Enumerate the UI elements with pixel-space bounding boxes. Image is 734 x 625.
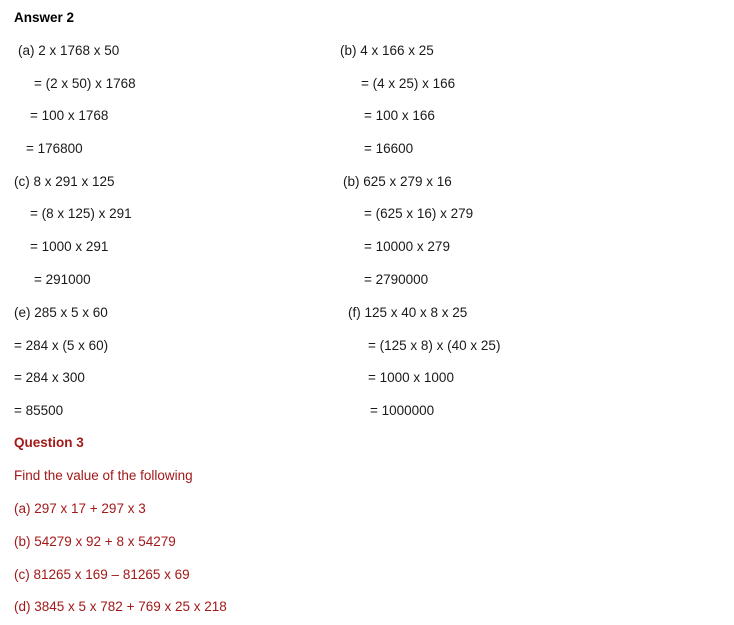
left-line-c-step2: = 1000 x 291 <box>30 239 109 254</box>
left-line-a-result: = 176800 <box>26 141 83 156</box>
right-line-f-result: = 1000000 <box>370 403 435 418</box>
left-line-c: (c) 8 x 291 x 125 <box>14 174 115 189</box>
left-line-a-step1: = (2 x 50) x 1768 <box>34 76 136 91</box>
question-item-a: (a) 297 x 17 + 297 x 3 <box>14 501 146 516</box>
left-line-e: (e) 285 x 5 x 60 <box>14 305 108 320</box>
left-line-a-step2: = 100 x 1768 <box>30 108 109 123</box>
question-item-d: (d) 3845 x 5 x 782 + 769 x 25 x 218 <box>14 599 227 614</box>
question-item-b: (b) 54279 x 92 + 8 x 54279 <box>14 534 176 549</box>
answer-heading: Answer 2 <box>14 10 75 25</box>
right-line-d-step1: = (625 x 16) x 279 <box>364 206 474 221</box>
question-item-c: (c) 81265 x 169 – 81265 x 69 <box>14 567 190 582</box>
left-line-e-step2: = 284 x 300 <box>14 370 85 385</box>
right-line-b-step1: = (4 x 25) x 166 <box>361 76 456 91</box>
question-heading: Question 3 <box>14 435 84 450</box>
left-line-a: (a) 2 x 1768 x 50 <box>18 43 120 58</box>
left-line-c-step1: = (8 x 125) x 291 <box>30 206 132 221</box>
left-line-e-step1: = 284 x (5 x 60) <box>14 338 109 353</box>
left-line-e-result: = 85500 <box>14 403 64 418</box>
right-line-f-step2: = 1000 x 1000 <box>368 370 454 385</box>
right-line-f-step1: = (125 x 8) x (40 x 25) <box>368 338 501 353</box>
right-line-b-result: = 16600 <box>364 141 414 156</box>
right-line-d-step2: = 10000 x 279 <box>364 239 450 254</box>
left-line-c-result: = 291000 <box>34 272 91 287</box>
right-line-f: (f) 125 x 40 x 8 x 25 <box>348 305 468 320</box>
question-prompt: Find the value of the following <box>14 468 193 483</box>
right-line-d: (b) 625 x 279 x 16 <box>343 174 452 189</box>
right-line-b-step2: = 100 x 166 <box>364 108 435 123</box>
right-line-d-result: = 2790000 <box>364 272 429 287</box>
right-line-b: (b) 4 x 166 x 25 <box>340 43 434 58</box>
